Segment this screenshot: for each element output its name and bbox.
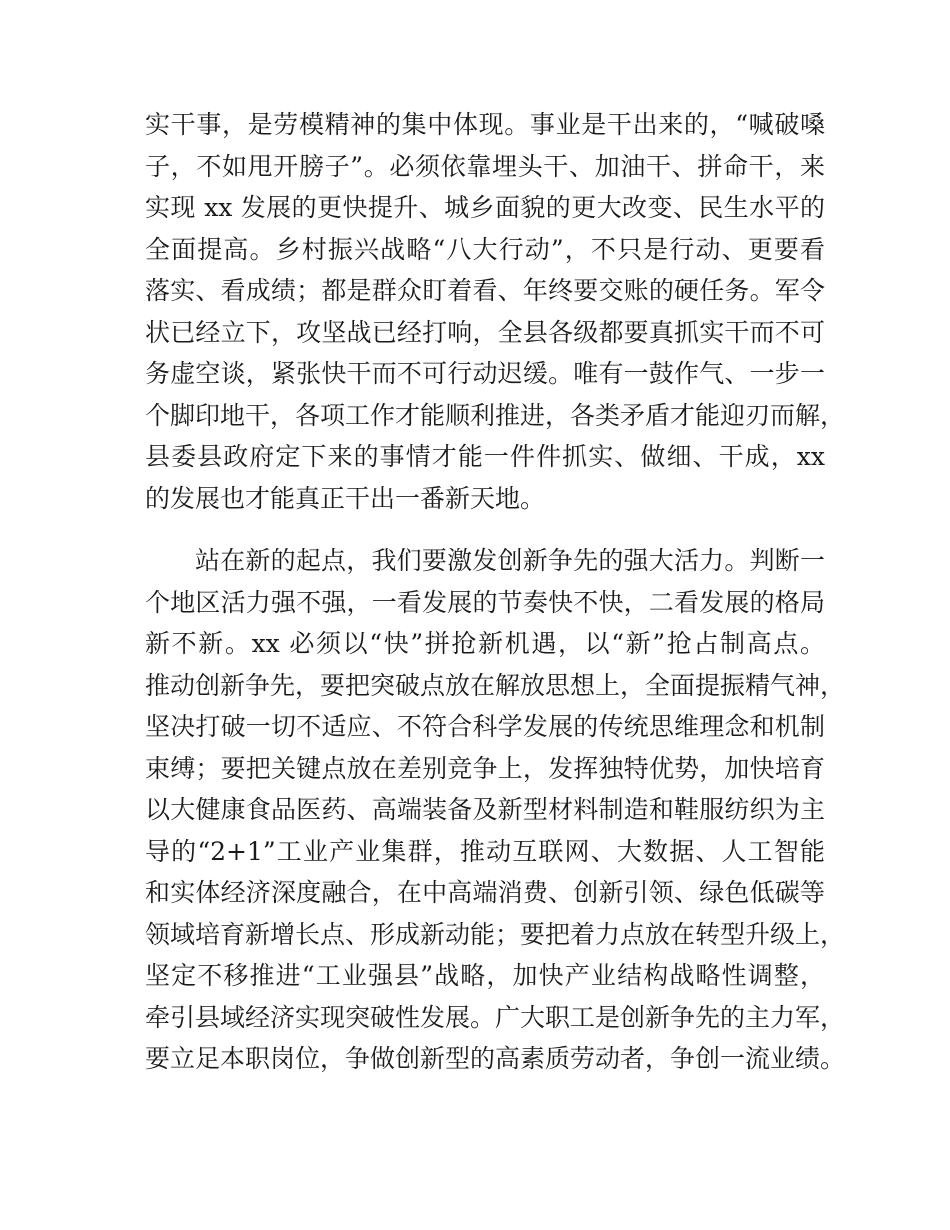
paragraph-1 xyxy=(145,104,846,519)
text-line: 实现 xx 发展的更快提升、城乡面貌的更大改变、民生水平的 xyxy=(145,193,825,222)
text-line: 束缚；要把关键点放在差别竞争上，发挥独特优势，加快培育 xyxy=(145,753,825,783)
body-text xyxy=(145,104,846,1080)
text-line: 和实体经济深度融合，在中高端消费、创新引领、绿色低碳等 xyxy=(145,878,825,907)
text-line: 推动创新争先，要把突破点放在解放思想上，全面提振精气神， xyxy=(145,670,846,700)
text-line: 导的“2+1”工业产业集群，推动互联网、大数据、人工智能 xyxy=(145,836,825,866)
paragraph-spacer xyxy=(145,519,825,540)
text-line: 新不新。xx 必须以“快”拼抢新机遇，以“新”抢占制高点。 xyxy=(145,629,825,658)
text-line: 子，不如甩开膀子”。必须依靠埋头干、加油干、拼命干，来 xyxy=(145,151,825,181)
text-line: 要立足本职岗位，争做创新型的高素质劳动者，争创一流业绩。 xyxy=(145,1044,846,1073)
text-line: 落实、看成绩；都是群众盯着看、年终要交账的硬任务。军令 xyxy=(145,276,825,305)
text-line: 县委县政府定下来的事情才能一件件抓实、做细、干成，xx xyxy=(145,442,825,471)
text-line: 以大健康食品医药、高端装备及新型材料制造和鞋服纺织为主 xyxy=(145,795,825,824)
text-line: 全面提高。乡村振兴战略“八大行动”，不只是行动、更要看 xyxy=(145,234,825,264)
text-line: 状已经立下，攻坚战已经打响，全县各级都要真抓实干而不可 xyxy=(145,317,825,347)
text-line: 坚决打破一切不适应、不符合科学发展的传统思维理念和机制 xyxy=(145,712,825,741)
text-line: 实干事，是劳模精神的集中体现。事业是干出来的，“喊破嗓 xyxy=(145,110,825,139)
text-line: 个脚印地干，各项工作才能顺利推进，各类矛盾才能迎刃而解， xyxy=(145,400,846,430)
text-line: 领域培育新增长点、形成新动能；要把着力点放在转型升级上， xyxy=(145,919,846,949)
text-line: 务虚空谈，紧张快干而不可行动迟缓。唯有一鼓作气、一步一 xyxy=(145,359,825,388)
text-line: 的发展也才能真正干出一番新天地。 xyxy=(145,483,546,513)
text-line: 坚定不移推进“工业强县”战略，加快产业结构战略性调整， xyxy=(145,961,825,990)
text-line: 个地区活力强不强，一看发展的节奏快不快，二看发展的格局 xyxy=(145,587,825,617)
text-line: 站在新的起点，我们要激发创新争先的强大活力。判断一 xyxy=(195,546,825,575)
paragraph-2 xyxy=(145,540,846,1080)
text-line: 牵引县域经济实现突破性发展。广大职工是创新争先的主力军， xyxy=(145,1002,846,1032)
